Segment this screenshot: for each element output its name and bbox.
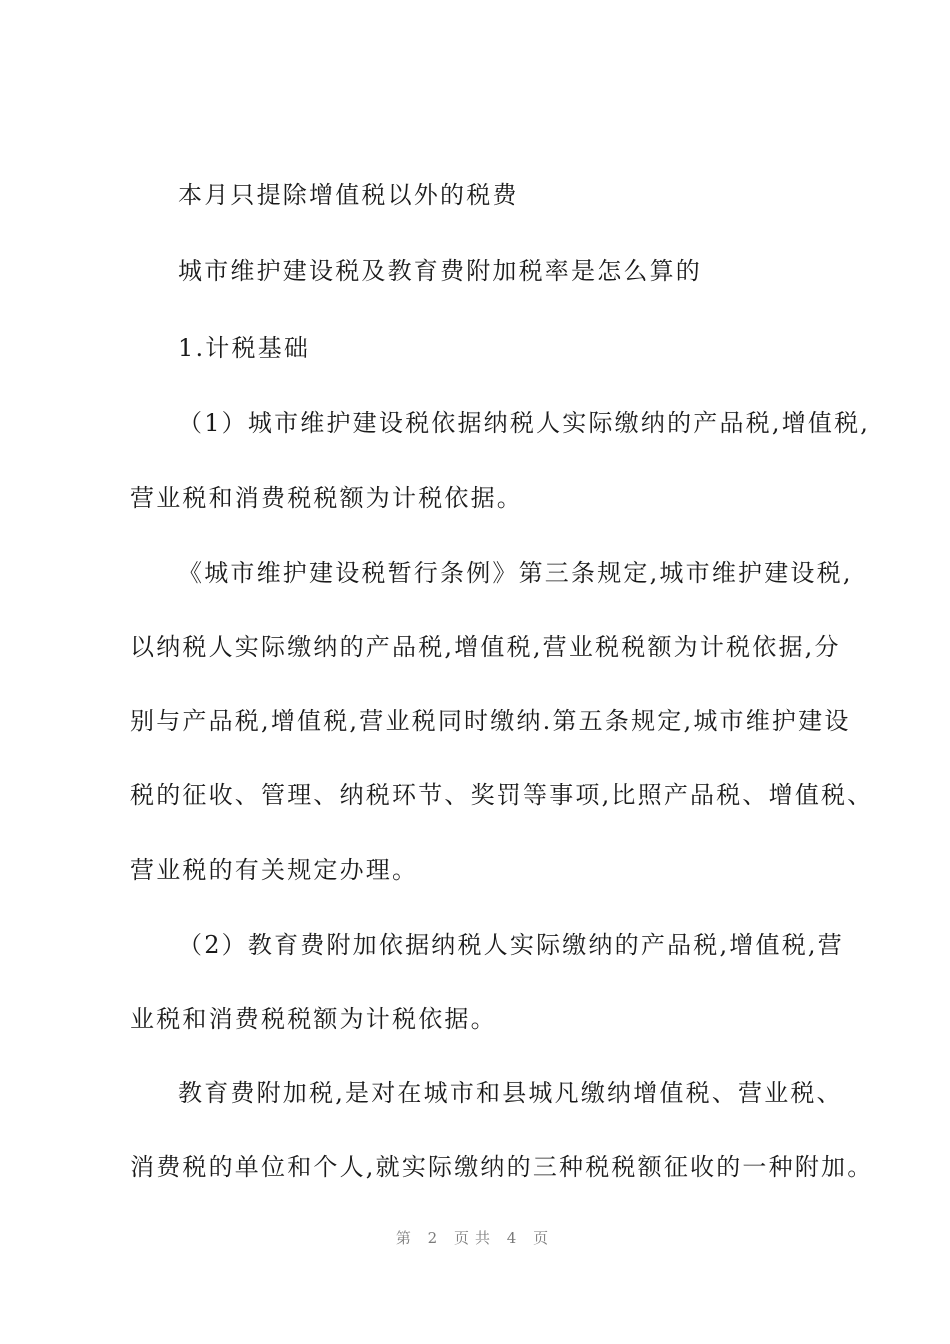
text-line: 以纳税人实际缴纳的产品税,增值税,营业税税额为计税依据,分	[130, 633, 841, 661]
text-line: 《城市维护建设税暂行条例》第三条规定,城市维护建设税,	[178, 559, 853, 587]
text-line: （2）教育费附加依据纳税人实际缴纳的产品税,增值税,营	[178, 931, 844, 959]
text-line: 营业税的有关规定办理。	[130, 856, 419, 884]
text-line: 城市维护建设税及教育费附加税率是怎么算的	[178, 257, 702, 285]
text-line: 消费税的单位和个人,就实际缴纳的三种税税额征收的一种附加。	[130, 1153, 874, 1181]
text-line: 税的征收、管理、纳税环节、奖罚等事项,比照产品税、增值税、	[130, 781, 874, 809]
text-line: 1.计税基础	[178, 334, 311, 362]
page-number-footer: 第 2 页共 4 页	[395, 1229, 555, 1247]
text-line: 教育费附加税,是对在城市和县城凡缴纳增值税、营业税、	[178, 1079, 843, 1107]
text-line: 业税和消费税税额为计税依据。	[130, 1005, 497, 1033]
text-line: 本月只提除增值税以外的税费	[178, 181, 519, 209]
text-line: 营业税和消费税税额为计税依据。	[130, 484, 523, 512]
text-line: 别与产品税,增值税,营业税同时缴纳.第五条规定,城市维护建设	[130, 707, 851, 735]
text-line: （1）城市维护建设税依据纳税人实际缴纳的产品税,增值税,	[178, 409, 871, 437]
